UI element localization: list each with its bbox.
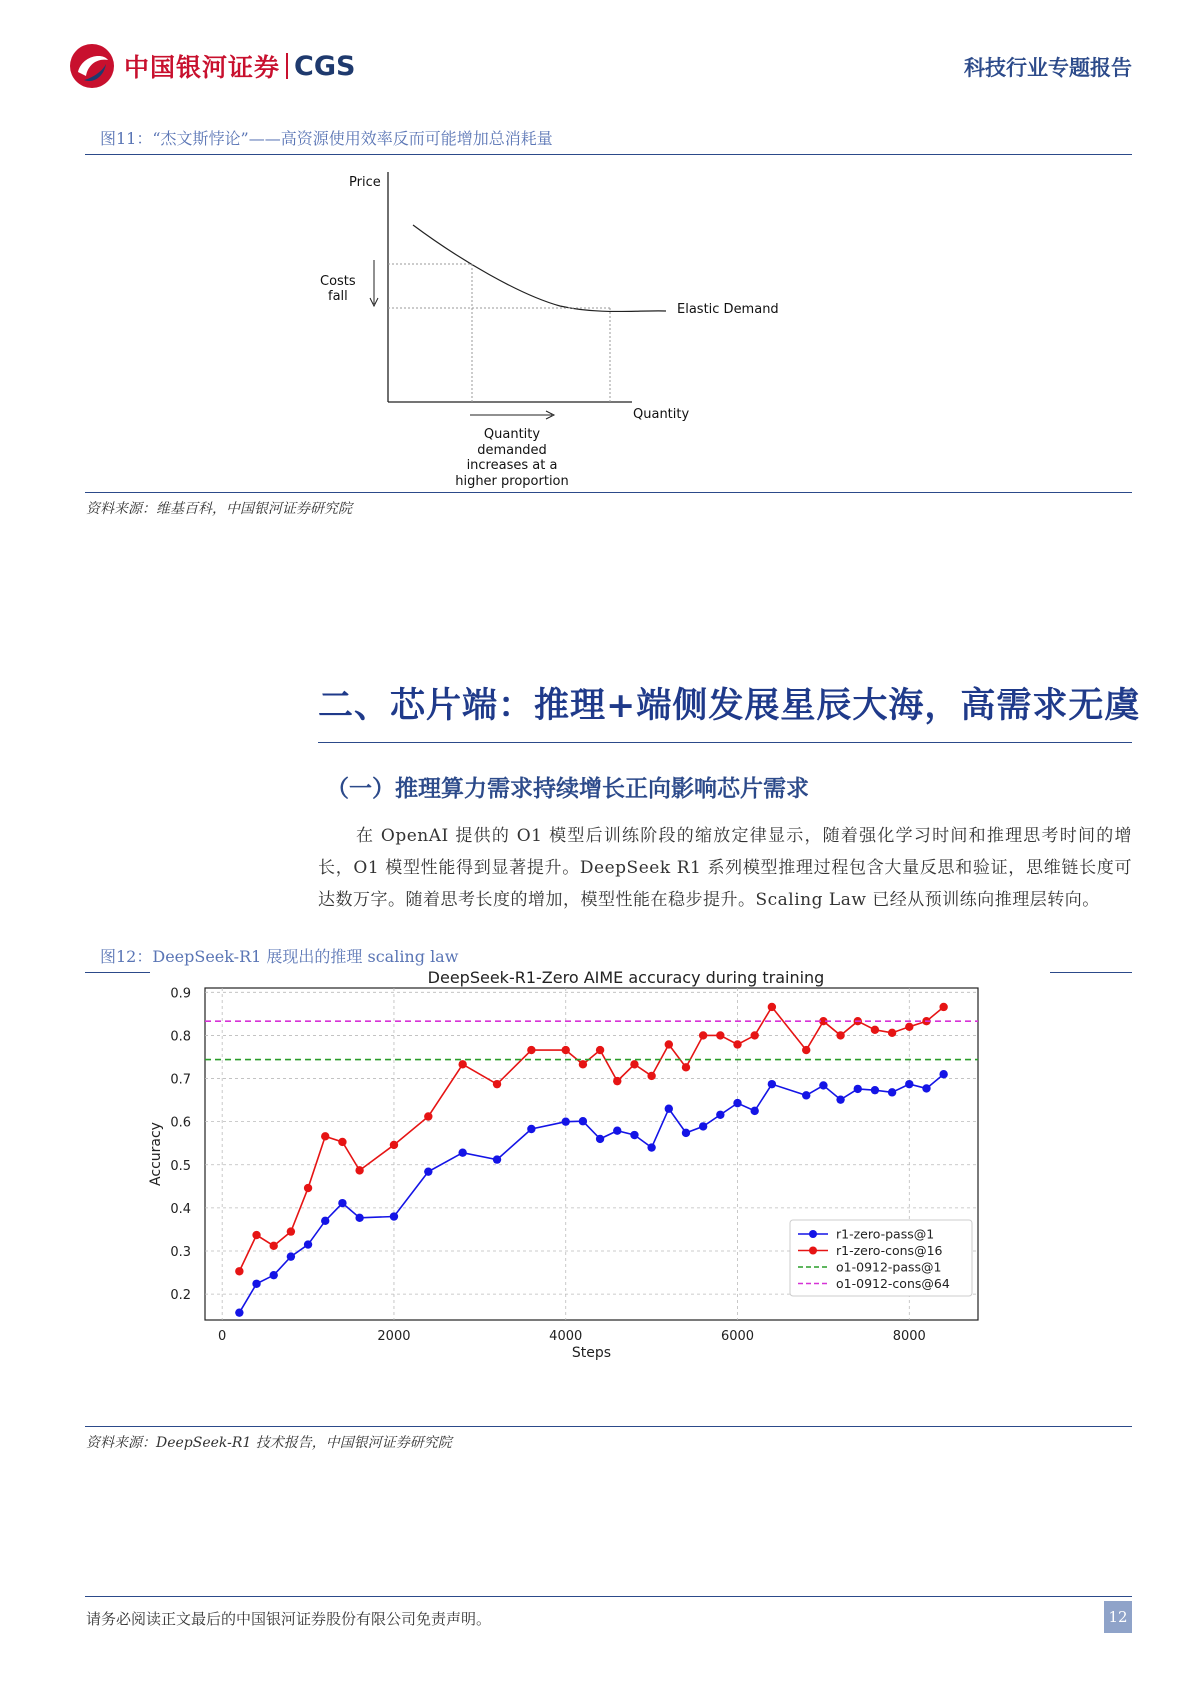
- data-point: [527, 1125, 535, 1133]
- section-title: 二、芯片端：推理+端侧发展星辰大海，高需求无虞: [318, 685, 1141, 726]
- logo-english-name: CGS: [294, 50, 356, 82]
- y-tick-label: 0.9: [170, 986, 191, 1002]
- data-point: [905, 1023, 913, 1031]
- data-point: [888, 1088, 896, 1096]
- data-point: [355, 1166, 363, 1174]
- data-point: [905, 1080, 913, 1088]
- y-tick-label: 0.5: [170, 1158, 191, 1174]
- diagram-y-label: Price: [349, 175, 381, 190]
- aime-accuracy-chart: [150, 966, 1050, 1426]
- legend-label: o1-0912-cons@64: [836, 1276, 950, 1291]
- data-point: [750, 1031, 758, 1039]
- data-point: [768, 1003, 776, 1011]
- data-point: [355, 1214, 363, 1222]
- y-tick-label: 0.4: [170, 1201, 191, 1217]
- y-tick-label: 0.8: [170, 1029, 191, 1045]
- figure11-source: 资料来源：维基百科，中国银河证券研究院: [86, 501, 352, 517]
- figure11-bottom-rule: [85, 492, 1132, 493]
- jevons-paradox-diagram: [0, 160, 1190, 490]
- data-point: [458, 1149, 466, 1157]
- section-title-rule: [318, 742, 1132, 743]
- data-point: [579, 1117, 587, 1125]
- page-number: 12: [1104, 1601, 1132, 1633]
- data-point: [871, 1026, 879, 1034]
- data-point: [493, 1080, 501, 1088]
- data-point: [699, 1031, 707, 1039]
- logo-divider: [286, 53, 288, 79]
- data-point: [871, 1086, 879, 1094]
- quantity-demanded-label-2: demanded: [477, 443, 547, 458]
- data-point: [922, 1084, 930, 1092]
- quantity-demanded-label-4: higher proportion: [455, 474, 569, 489]
- data-point: [493, 1155, 501, 1163]
- figure12-caption: 图12：DeepSeek-R1 展现出的推理 scaling law: [85, 944, 1132, 973]
- data-point: [647, 1072, 655, 1080]
- x-tick-label: 0: [218, 1329, 227, 1344]
- data-point: [613, 1127, 621, 1135]
- quantity-demanded-label-1: Quantity: [483, 427, 541, 442]
- data-point: [699, 1122, 707, 1130]
- data-point: [287, 1252, 295, 1260]
- data-point: [338, 1138, 346, 1146]
- chart-y-axis-label: Accuracy: [148, 1122, 164, 1186]
- data-point: [802, 1091, 810, 1099]
- cgs-logo-icon: [68, 42, 116, 90]
- data-point: [682, 1129, 690, 1137]
- y-tick-label: 0.7: [170, 1072, 191, 1088]
- costs-fall-label-1: Costs: [320, 274, 356, 289]
- figure12-bottom-rule: [85, 1426, 1132, 1427]
- x-tick-label: 2000: [377, 1329, 411, 1344]
- cgs-logo: [68, 42, 378, 90]
- data-point: [733, 1040, 741, 1048]
- body-paragraph: 在 OpenAI 提供的 O1 模型后训练阶段的缩放定律显示，随着强化学习时间和推理思考时间的增长，O1 模型性能得到显著提升。DeepSeek R1 系列模型推理过程包含大量反思和验证，思维链长度可达数万字。随着思考长度的增加，模型性能在稳步提升。Scaling Law 已经从预训练向推理层转向。: [318, 826, 1132, 910]
- data-point: [424, 1112, 432, 1120]
- legend-marker: [809, 1247, 817, 1255]
- data-point: [630, 1131, 638, 1139]
- data-point: [424, 1167, 432, 1175]
- data-point: [458, 1060, 466, 1068]
- logo-chinese-name: 中国银河证券: [124, 53, 281, 82]
- data-point: [338, 1199, 346, 1207]
- data-point: [665, 1040, 673, 1048]
- data-point: [235, 1267, 243, 1275]
- data-point: [270, 1271, 278, 1279]
- legend-label: r1-zero-cons@16: [836, 1243, 943, 1258]
- elastic-demand-curve: [413, 225, 666, 312]
- figure12-source: 资料来源：DeepSeek-R1 技术报告，中国银河证券研究院: [86, 1435, 452, 1451]
- chart-legend: [790, 1220, 972, 1296]
- data-point: [888, 1029, 896, 1037]
- elastic-demand-label: Elastic Demand: [677, 302, 779, 317]
- data-point: [733, 1099, 741, 1107]
- chart-title: DeepSeek-R1-Zero AIME accuracy during training: [427, 968, 825, 987]
- report-type: 科技行业专题报告: [964, 55, 1132, 80]
- data-point: [836, 1031, 844, 1039]
- data-point: [390, 1212, 398, 1220]
- data-point: [579, 1060, 587, 1068]
- x-tick-label: 6000: [720, 1329, 755, 1344]
- y-tick-label: 0.2: [170, 1288, 191, 1304]
- costs-fall-label-2: fall: [328, 289, 348, 304]
- data-point: [750, 1107, 758, 1115]
- x-tick-label: 4000: [549, 1329, 583, 1344]
- data-point: [596, 1046, 604, 1054]
- data-point: [939, 1003, 947, 1011]
- data-point: [252, 1280, 260, 1288]
- data-point: [647, 1143, 655, 1151]
- data-point: [682, 1063, 690, 1071]
- y-tick-label: 0.6: [170, 1115, 191, 1131]
- data-point: [287, 1227, 295, 1235]
- data-point: [768, 1080, 776, 1088]
- data-point: [252, 1231, 260, 1239]
- data-point: [716, 1031, 724, 1039]
- data-point: [819, 1081, 827, 1089]
- data-point: [613, 1077, 621, 1085]
- x-tick-label: 8000: [892, 1329, 926, 1344]
- legend-marker: [809, 1230, 817, 1238]
- data-point: [321, 1217, 329, 1225]
- data-point: [630, 1060, 638, 1068]
- data-point: [304, 1184, 312, 1192]
- data-point: [304, 1240, 312, 1248]
- data-point: [665, 1105, 673, 1113]
- data-point: [854, 1085, 862, 1093]
- data-point: [596, 1135, 604, 1143]
- y-tick-label: 0.3: [170, 1245, 191, 1261]
- data-point: [716, 1111, 724, 1119]
- data-point: [836, 1095, 844, 1103]
- legend-label: r1-zero-pass@1: [836, 1226, 935, 1242]
- data-point: [321, 1132, 329, 1140]
- data-point: [939, 1070, 947, 1078]
- footer-disclaimer: 请务必阅读正文最后的中国银河证券股份有限公司免责声明。: [86, 1610, 492, 1628]
- data-point: [270, 1242, 278, 1250]
- subsection-title: （一）推理算力需求持续增长正向影响芯片需求: [326, 775, 809, 802]
- figure11-caption: 图11：“杰文斯悖论”——高资源使用效率反而可能增加总消耗量: [85, 126, 1132, 155]
- data-point: [802, 1046, 810, 1054]
- data-point: [390, 1141, 398, 1149]
- footer-rule: [85, 1596, 1132, 1597]
- data-point: [527, 1046, 535, 1054]
- legend-label: o1-0912-pass@1: [836, 1259, 942, 1275]
- quantity-demanded-label-3: increases at a: [466, 458, 558, 473]
- data-point: [562, 1046, 570, 1054]
- data-point: [235, 1308, 243, 1316]
- data-point: [562, 1117, 570, 1125]
- diagram-x-label: Quantity: [633, 407, 690, 422]
- chart-x-axis-label: Steps: [571, 1345, 612, 1361]
